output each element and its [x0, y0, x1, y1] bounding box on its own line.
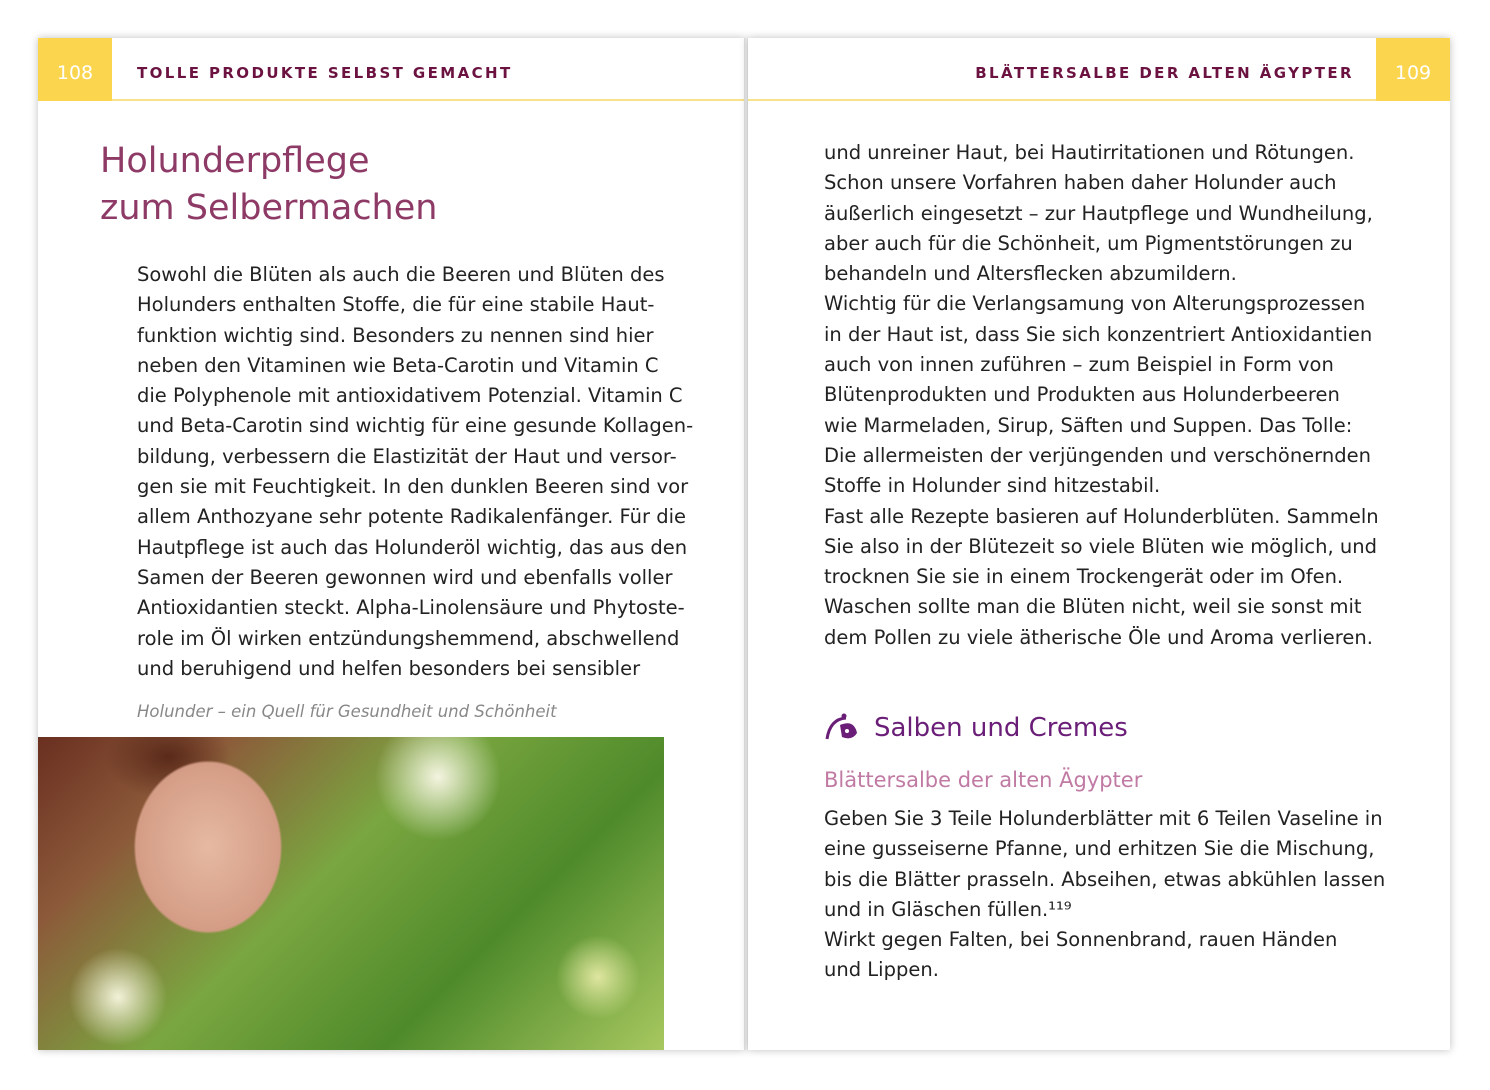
- running-head: TOLLE PRODUKTE SELBST GEMACHT: [137, 64, 513, 82]
- text-line: Sowohl die Blüten als auch die Beeren und Blüten des: [137, 263, 665, 286]
- text-line: Schon unsere Vorfahren haben daher Holunder auch: [824, 171, 1337, 195]
- running-header: [748, 38, 1450, 101]
- left-page: [38, 38, 745, 1050]
- elderflower-photo: [38, 737, 664, 1050]
- text-line: role im Öl wirken entzündungshemmend, abschwellend: [137, 626, 680, 650]
- right-page: [748, 38, 1450, 1050]
- text-line: Holunders enthalten Stoffe, die für eine stabile Haut-: [137, 293, 655, 317]
- recipe-text: [824, 804, 1385, 986]
- text-line: Wichtig für die Verlangsamung von Alterungsprozessen: [824, 292, 1366, 316]
- text-line: aber auch für die Schönheit, um Pigmentstörungen zu: [824, 231, 1353, 255]
- text-line: eine gusseiserne Pfanne, und erhitzen Sie die Mischung,: [824, 837, 1375, 861]
- page-title: [100, 138, 437, 232]
- text-line: in der Haut ist, dass Sie sich konzentriert Antioxidantien: [824, 322, 1373, 346]
- elderberry-leaf-icon: [824, 713, 860, 743]
- title-line: Holunderpflege: [100, 141, 370, 181]
- text-line: und unreiner Haut, bei Hautirritationen und Rötungen.: [824, 141, 1355, 164]
- text-line: Stoffe in Holunder sind hitzestabil.: [824, 474, 1161, 498]
- text-line: die Polyphenole mit antioxidativem Potenzial. Vitamin C: [137, 384, 683, 408]
- text-line: trocknen Sie sie in einem Trockengerät oder im Ofen.: [824, 565, 1344, 589]
- text-line: neben den Vitaminen wie Beta-Carotin und Vitamin C: [137, 353, 659, 377]
- recipe-title: Blättersalbe der alten Ägypter: [824, 768, 1143, 792]
- running-header: [38, 38, 745, 101]
- running-head: BLÄTTERSALBE DER ALTEN ÄGYPTER: [975, 64, 1354, 82]
- text-line: und Beta-Carotin sind wichtig für eine gesunde Kollagen-: [137, 414, 694, 438]
- body-text: [824, 138, 1379, 653]
- text-line: bis die Blätter prasseln. Abseihen, etwas abkühlen lassen: [824, 867, 1386, 891]
- text-line: dem Pollen zu viele ätherische Öle und Aroma verlieren.: [824, 625, 1373, 649]
- text-line: und in Gläschen füllen.¹¹⁹: [824, 897, 1072, 921]
- text-line: äußerlich eingesetzt – zur Hautpflege und Wundheilung,: [824, 201, 1373, 225]
- photo-caption: Holunder – ein Quell für Gesundheit und Schönheit: [137, 702, 557, 721]
- text-line: und Lippen.: [824, 958, 939, 982]
- text-line: Die allermeisten der verjüngenden und verschönernden: [824, 443, 1371, 467]
- text-line: funktion wichtig sind. Besonders zu nennen sind hier: [137, 323, 654, 347]
- text-line: wie Marmeladen, Sirup, Säften und Suppen. Das Tolle:: [824, 413, 1353, 437]
- text-line: Geben Sie 3 Teile Holunderblätter mit 6 Teilen Vaseline in: [824, 807, 1383, 830]
- text-line: Hautpflege ist auch das Holunderöl wichtig, das aus den: [137, 535, 688, 559]
- text-line: Fast alle Rezepte basieren auf Holunderblüten. Sammeln: [824, 504, 1379, 528]
- text-line: Waschen sollte man die Blüten nicht, weil sie sonst mit: [824, 595, 1362, 619]
- text-line: bildung, verbessern die Elastizität der Haut und versor-: [137, 444, 677, 468]
- text-line: Wirkt gegen Falten, bei Sonnenbrand, rauen Händen: [824, 928, 1338, 952]
- page-number: 109: [1376, 38, 1450, 101]
- text-line: gen sie mit Feuchtigkeit. In den dunklen Beeren sind vor: [137, 475, 689, 499]
- text-line: auch von innen zuführen – zum Beispiel in Form von: [824, 353, 1334, 377]
- text-line: Samen der Beeren gewonnen wird und ebenfalls voller: [137, 565, 673, 589]
- text-line: und beruhigend und helfen besonders bei sensibler: [137, 656, 641, 680]
- body-text: [137, 260, 693, 684]
- text-line: behandeln und Altersflecken abzumildern.: [824, 262, 1237, 286]
- text-line: allem Anthozyane sehr potente Radikalenfänger. Für die: [137, 505, 686, 529]
- text-line: Blütenprodukten und Produkten aus Holunderbeeren: [824, 383, 1340, 407]
- section-heading: [824, 713, 1128, 743]
- text-line: Sie also in der Blütezeit so viele Blüten wie möglich, und: [824, 534, 1377, 558]
- text-line: Antioxidantien steckt. Alpha-Linolensäure und Phytoste-: [137, 596, 685, 620]
- section-heading-text: Salben und Cremes: [874, 713, 1128, 743]
- page-number: 108: [38, 38, 112, 101]
- title-line: zum Selbermachen: [100, 188, 438, 228]
